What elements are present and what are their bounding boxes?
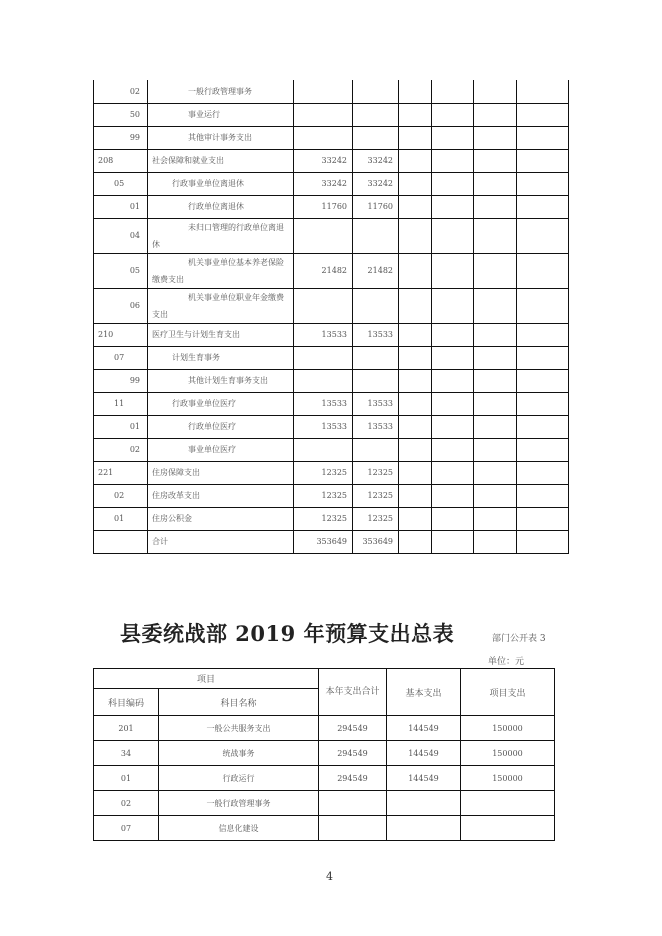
basic-amount: 21482 xyxy=(353,253,399,288)
basic-amount: 13533 xyxy=(353,323,399,346)
year-total-amount: 11760 xyxy=(294,195,353,218)
empty-cell xyxy=(517,195,569,218)
basic-amount: 144549 xyxy=(387,741,461,766)
table-row xyxy=(94,172,569,195)
subject-name: 一般行政管理事务 xyxy=(159,791,319,816)
empty-cell xyxy=(517,461,569,484)
table-row xyxy=(94,816,555,841)
subject-code: 34 xyxy=(94,741,159,766)
empty-cell xyxy=(399,80,432,103)
table-row xyxy=(94,346,569,369)
subject-code: 07 xyxy=(94,816,159,841)
empty-cell xyxy=(432,172,474,195)
subject-code: 01 xyxy=(94,766,159,791)
table-row xyxy=(94,253,569,288)
subject-code: 04 xyxy=(94,218,148,253)
empty-cell xyxy=(517,172,569,195)
table-row xyxy=(94,80,569,103)
year-total-amount xyxy=(294,126,353,149)
table-row xyxy=(94,103,569,126)
empty-cell xyxy=(432,507,474,530)
empty-cell xyxy=(432,218,474,253)
header-project-expense: 项目支出 xyxy=(461,669,555,716)
empty-cell xyxy=(399,126,432,149)
empty-cell xyxy=(399,530,432,553)
header-basic: 基本支出 xyxy=(387,669,461,716)
subject-name: 行政运行 xyxy=(159,766,319,791)
subject-name: 住房保障支出 xyxy=(148,461,294,484)
table-row xyxy=(94,461,569,484)
table-row xyxy=(94,149,569,172)
empty-cell xyxy=(432,103,474,126)
subject-code xyxy=(94,530,148,553)
table-row xyxy=(94,195,569,218)
empty-cell xyxy=(432,288,474,323)
basic-amount xyxy=(387,791,461,816)
subject-code: 208 xyxy=(94,149,148,172)
empty-cell xyxy=(474,323,517,346)
subject-name xyxy=(148,253,294,288)
subject-name: 事业单位医疗 xyxy=(148,438,294,461)
empty-cell xyxy=(399,103,432,126)
empty-cell xyxy=(517,392,569,415)
header-subject-name: 科目名称 xyxy=(159,689,319,716)
subject-code: 99 xyxy=(94,369,148,392)
year-total-amount: 12325 xyxy=(294,461,353,484)
budget-detail-table-continued xyxy=(93,80,569,554)
empty-cell xyxy=(474,218,517,253)
empty-cell xyxy=(432,438,474,461)
year-total-amount: 13533 xyxy=(294,415,353,438)
subject-name: 医疗卫生与计划生育支出 xyxy=(148,323,294,346)
basic-amount: 33242 xyxy=(353,149,399,172)
basic-amount: 13533 xyxy=(353,415,399,438)
basic-amount: 144549 xyxy=(387,766,461,791)
empty-cell xyxy=(399,438,432,461)
table-row xyxy=(94,288,569,323)
table-row xyxy=(94,716,555,741)
empty-cell xyxy=(517,253,569,288)
subject-code: 221 xyxy=(94,461,148,484)
project-amount xyxy=(461,791,555,816)
empty-cell xyxy=(399,172,432,195)
subject-code: 201 xyxy=(94,716,159,741)
table-row xyxy=(94,530,569,553)
table-row xyxy=(94,126,569,149)
empty-cell xyxy=(399,253,432,288)
basic-amount: 33242 xyxy=(353,172,399,195)
empty-cell xyxy=(517,415,569,438)
empty-cell xyxy=(474,126,517,149)
empty-cell xyxy=(517,218,569,253)
project-amount: 150000 xyxy=(461,741,555,766)
empty-cell xyxy=(517,323,569,346)
table-row xyxy=(94,791,555,816)
empty-cell xyxy=(517,126,569,149)
year-total-amount: 33242 xyxy=(294,149,353,172)
subject-name: 行政事业单位离退休 xyxy=(148,172,294,195)
table-number-label: 部门公开表 3 xyxy=(492,634,546,644)
year-total-amount: 13533 xyxy=(294,323,353,346)
empty-cell xyxy=(399,288,432,323)
empty-cell xyxy=(432,126,474,149)
subject-name: 行政事业单位医疗 xyxy=(148,392,294,415)
subject-code: 01 xyxy=(94,415,148,438)
subject-code: 06 xyxy=(94,288,148,323)
subject-name: 事业运行 xyxy=(148,103,294,126)
subject-name: 合计 xyxy=(148,530,294,553)
empty-cell xyxy=(517,507,569,530)
basic-amount: 12325 xyxy=(353,484,399,507)
subject-name xyxy=(148,218,294,253)
empty-cell xyxy=(399,392,432,415)
year-total-amount xyxy=(294,346,353,369)
empty-cell xyxy=(517,80,569,103)
subject-name xyxy=(148,288,294,323)
empty-cell xyxy=(399,484,432,507)
empty-cell xyxy=(474,530,517,553)
empty-cell xyxy=(517,530,569,553)
empty-cell xyxy=(474,103,517,126)
empty-cell xyxy=(474,80,517,103)
page-number: 4 xyxy=(326,870,333,883)
basic-amount xyxy=(353,369,399,392)
empty-cell xyxy=(432,461,474,484)
basic-amount xyxy=(353,103,399,126)
basic-amount: 353649 xyxy=(353,530,399,553)
empty-cell xyxy=(474,253,517,288)
subject-code: 11 xyxy=(94,392,148,415)
budget-expenditure-summary-table xyxy=(93,668,555,841)
empty-cell xyxy=(517,346,569,369)
basic-amount xyxy=(353,438,399,461)
subject-name-line-2: 支出 xyxy=(152,309,168,319)
year-total-amount xyxy=(294,438,353,461)
year-total-amount xyxy=(294,288,353,323)
subject-code: 05 xyxy=(94,253,148,288)
year-total-amount: 294549 xyxy=(319,716,387,741)
empty-cell xyxy=(474,484,517,507)
year-total-amount xyxy=(294,80,353,103)
year-total-amount xyxy=(319,816,387,841)
empty-cell xyxy=(432,484,474,507)
subject-name: 一般行政管理事务 xyxy=(148,80,294,103)
empty-cell xyxy=(474,461,517,484)
subject-name: 社会保障和就业支出 xyxy=(148,149,294,172)
empty-cell xyxy=(399,415,432,438)
empty-cell xyxy=(474,438,517,461)
header-subject-code: 科目编码 xyxy=(94,689,159,716)
subject-code: 02 xyxy=(94,791,159,816)
subject-name: 行政单位医疗 xyxy=(148,415,294,438)
subject-code: 05 xyxy=(94,172,148,195)
empty-cell xyxy=(474,172,517,195)
subject-code: 210 xyxy=(94,323,148,346)
empty-cell xyxy=(517,103,569,126)
empty-cell xyxy=(432,149,474,172)
empty-cell xyxy=(399,218,432,253)
year-total-amount: 294549 xyxy=(319,741,387,766)
empty-cell xyxy=(432,253,474,288)
table-row xyxy=(94,218,569,253)
empty-cell xyxy=(432,195,474,218)
empty-cell xyxy=(517,438,569,461)
header-row-1 xyxy=(94,669,555,689)
subject-name: 住房改革支出 xyxy=(148,484,294,507)
table-row xyxy=(94,507,569,530)
subject-name-line-2: 缴费支出 xyxy=(152,274,184,284)
empty-cell xyxy=(432,415,474,438)
empty-cell xyxy=(432,323,474,346)
subject-name: 其他审计事务支出 xyxy=(148,126,294,149)
year-total-amount xyxy=(294,103,353,126)
subject-code: 02 xyxy=(94,438,148,461)
subject-name-line-1: 机关事业单位基本养老保险 xyxy=(188,257,284,267)
basic-amount xyxy=(353,288,399,323)
empty-cell xyxy=(399,507,432,530)
empty-cell xyxy=(399,461,432,484)
table-row xyxy=(94,323,569,346)
basic-amount xyxy=(353,126,399,149)
table-row xyxy=(94,438,569,461)
subject-name: 行政单位离退休 xyxy=(148,195,294,218)
year-total-amount: 353649 xyxy=(294,530,353,553)
empty-cell xyxy=(474,507,517,530)
empty-cell xyxy=(432,346,474,369)
empty-cell xyxy=(399,195,432,218)
year-total-amount: 294549 xyxy=(319,766,387,791)
subject-name: 统战事务 xyxy=(159,741,319,766)
empty-cell xyxy=(432,369,474,392)
basic-amount xyxy=(353,346,399,369)
header-project: 项目 xyxy=(94,669,319,689)
year-total-amount: 33242 xyxy=(294,172,353,195)
subject-name-line-1: 机关事业单位职业年金缴费 xyxy=(188,292,284,302)
empty-cell xyxy=(474,369,517,392)
subject-name: 其他计划生育事务支出 xyxy=(148,369,294,392)
empty-cell xyxy=(517,369,569,392)
empty-cell xyxy=(517,288,569,323)
project-amount: 150000 xyxy=(461,766,555,791)
subject-name-line-2: 休 xyxy=(152,239,160,249)
empty-cell xyxy=(474,195,517,218)
subject-name-line-1: 未归口管理的行政单位离退 xyxy=(188,222,284,232)
subject-code: 50 xyxy=(94,103,148,126)
empty-cell xyxy=(432,530,474,553)
year-total-amount: 21482 xyxy=(294,253,353,288)
subject-code: 99 xyxy=(94,126,148,149)
table-row xyxy=(94,415,569,438)
subject-name: 计划生育事务 xyxy=(148,346,294,369)
basic-amount: 12325 xyxy=(353,507,399,530)
year-total-amount: 12325 xyxy=(294,484,353,507)
year-total-amount: 13533 xyxy=(294,392,353,415)
table-row xyxy=(94,741,555,766)
subject-name: 一般公共服务支出 xyxy=(159,716,319,741)
project-amount: 150000 xyxy=(461,716,555,741)
subject-name: 住房公积金 xyxy=(148,507,294,530)
table-row xyxy=(94,766,555,791)
subject-code: 02 xyxy=(94,484,148,507)
table-row xyxy=(94,484,569,507)
empty-cell xyxy=(517,149,569,172)
subject-code: 02 xyxy=(94,80,148,103)
empty-cell xyxy=(399,323,432,346)
basic-amount: 13533 xyxy=(353,392,399,415)
basic-amount: 144549 xyxy=(387,716,461,741)
empty-cell xyxy=(399,346,432,369)
empty-cell xyxy=(474,288,517,323)
basic-amount xyxy=(353,80,399,103)
empty-cell xyxy=(474,149,517,172)
empty-cell xyxy=(474,415,517,438)
table-row xyxy=(94,369,569,392)
basic-amount xyxy=(353,218,399,253)
year-total-amount: 12325 xyxy=(294,507,353,530)
year-total-amount xyxy=(294,218,353,253)
project-amount xyxy=(461,816,555,841)
empty-cell xyxy=(399,369,432,392)
year-total-amount xyxy=(319,791,387,816)
empty-cell xyxy=(474,346,517,369)
year-total-amount xyxy=(294,369,353,392)
header-year-total: 本年支出合计 xyxy=(319,669,387,716)
page-title: 县委统战部 2019 年预算支出总表 xyxy=(120,621,455,646)
empty-cell xyxy=(474,392,517,415)
subject-code: 07 xyxy=(94,346,148,369)
unit-label: 单位：元 xyxy=(488,657,525,667)
subject-code: 01 xyxy=(94,195,148,218)
basic-amount: 12325 xyxy=(353,461,399,484)
table-row xyxy=(94,392,569,415)
subject-code: 01 xyxy=(94,507,148,530)
empty-cell xyxy=(399,149,432,172)
basic-amount xyxy=(387,816,461,841)
empty-cell xyxy=(432,80,474,103)
empty-cell xyxy=(432,392,474,415)
empty-cell xyxy=(517,484,569,507)
subject-name: 信息化建设 xyxy=(159,816,319,841)
basic-amount: 11760 xyxy=(353,195,399,218)
